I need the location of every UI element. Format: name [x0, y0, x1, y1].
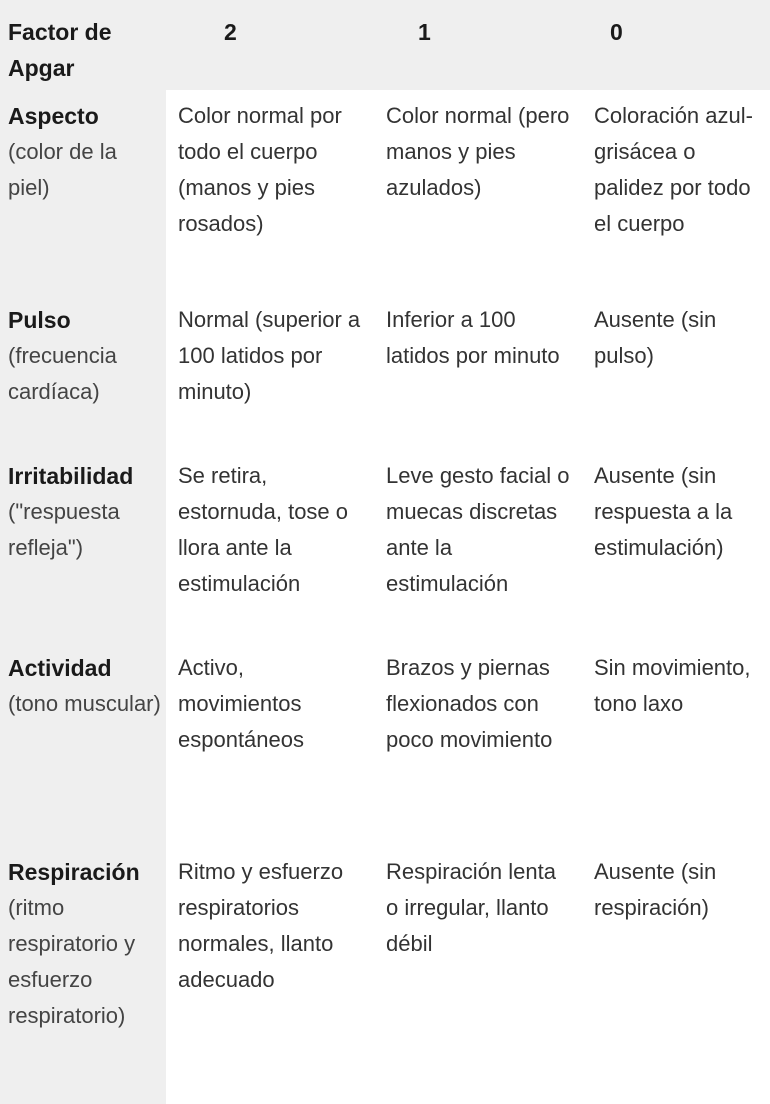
cell-score-0 [580, 642, 770, 846]
table-header [0, 0, 770, 90]
cell-score-2 [166, 450, 370, 642]
cell-score-2 [166, 846, 370, 1104]
table-row-pulso [0, 294, 770, 450]
row-header [0, 294, 166, 450]
cell-score-0 [580, 90, 770, 294]
cell-text: Sin movimiento, tono laxo [594, 655, 751, 716]
cell-score-1 [370, 294, 580, 450]
row-header [0, 450, 166, 642]
cell-score-1 [370, 846, 580, 1104]
cell-score-0 [580, 294, 770, 450]
row-header [0, 846, 166, 1104]
table-row-irritabilidad [0, 450, 770, 642]
cell-text: Inferior a 100 latidos por minuto [386, 307, 560, 368]
table-row-respiracion [0, 846, 770, 1104]
header-factor: Factor de Apgar [0, 0, 166, 90]
cell-score-1 [370, 642, 580, 846]
row-name: Irritabilidad [8, 463, 134, 489]
cell-text: Activo, movimientos espontáneos [178, 655, 304, 752]
row-name: Respiración [8, 859, 140, 885]
cell-score-2 [166, 294, 370, 450]
cell-score-1 [370, 450, 580, 642]
cell-score-0 [580, 846, 770, 1104]
row-name: Aspecto [8, 103, 99, 129]
cell-text: Ausente (sin pulso) [594, 307, 717, 368]
row-name: Actividad [8, 655, 112, 681]
header-score-2: 2 [166, 0, 370, 90]
cell-text: Se retira, estornuda, tose o llora ante la estimulación [178, 463, 349, 596]
cell-text: Ritmo y esfuerzo respiratorios normales, llanto adecuado [178, 859, 344, 992]
cell-score-1 [370, 90, 580, 294]
cell-text: Normal (superior a 100 latidos por minuto) [178, 307, 361, 404]
cell-text: Leve gesto facial o muecas discretas ante la estimulación [386, 463, 570, 596]
cell-text: Ausente (sin respuesta a la estimulación) [594, 463, 733, 560]
row-header [0, 642, 166, 846]
cell-text: Brazos y piernas flexionados con poco movimiento [386, 655, 553, 752]
table-row-aspecto [0, 90, 770, 294]
row-header [0, 90, 166, 294]
row-description: ("respuesta refleja") [8, 499, 120, 560]
cell-text: Coloración azul-grisácea o palidez por todo el cuerpo [594, 103, 753, 236]
cell-text: Color normal por todo el cuerpo (manos y pies rosados) [178, 103, 342, 236]
cell-score-0 [580, 450, 770, 642]
header-row [0, 0, 770, 90]
cell-score-2 [166, 642, 370, 846]
header-score-0: 0 [580, 0, 770, 90]
table-row-actividad [0, 642, 770, 846]
header-score-1: 1 [370, 0, 580, 90]
row-description: (color de la piel) [8, 139, 117, 200]
row-description: (frecuencia cardíaca) [8, 343, 117, 404]
cell-text: Color normal (pero manos y pies azulados) [386, 103, 570, 200]
cell-score-2 [166, 90, 370, 294]
cell-text: Respiración lenta o irregular, llanto débil [386, 859, 556, 956]
cell-text: Ausente (sin respiración) [594, 859, 717, 920]
row-description: (ritmo respiratorio y esfuerzo respiratorio) [8, 895, 136, 1028]
row-name: Pulso [8, 307, 71, 333]
table-body [0, 90, 770, 1104]
row-description: (tono muscular) [8, 691, 161, 716]
